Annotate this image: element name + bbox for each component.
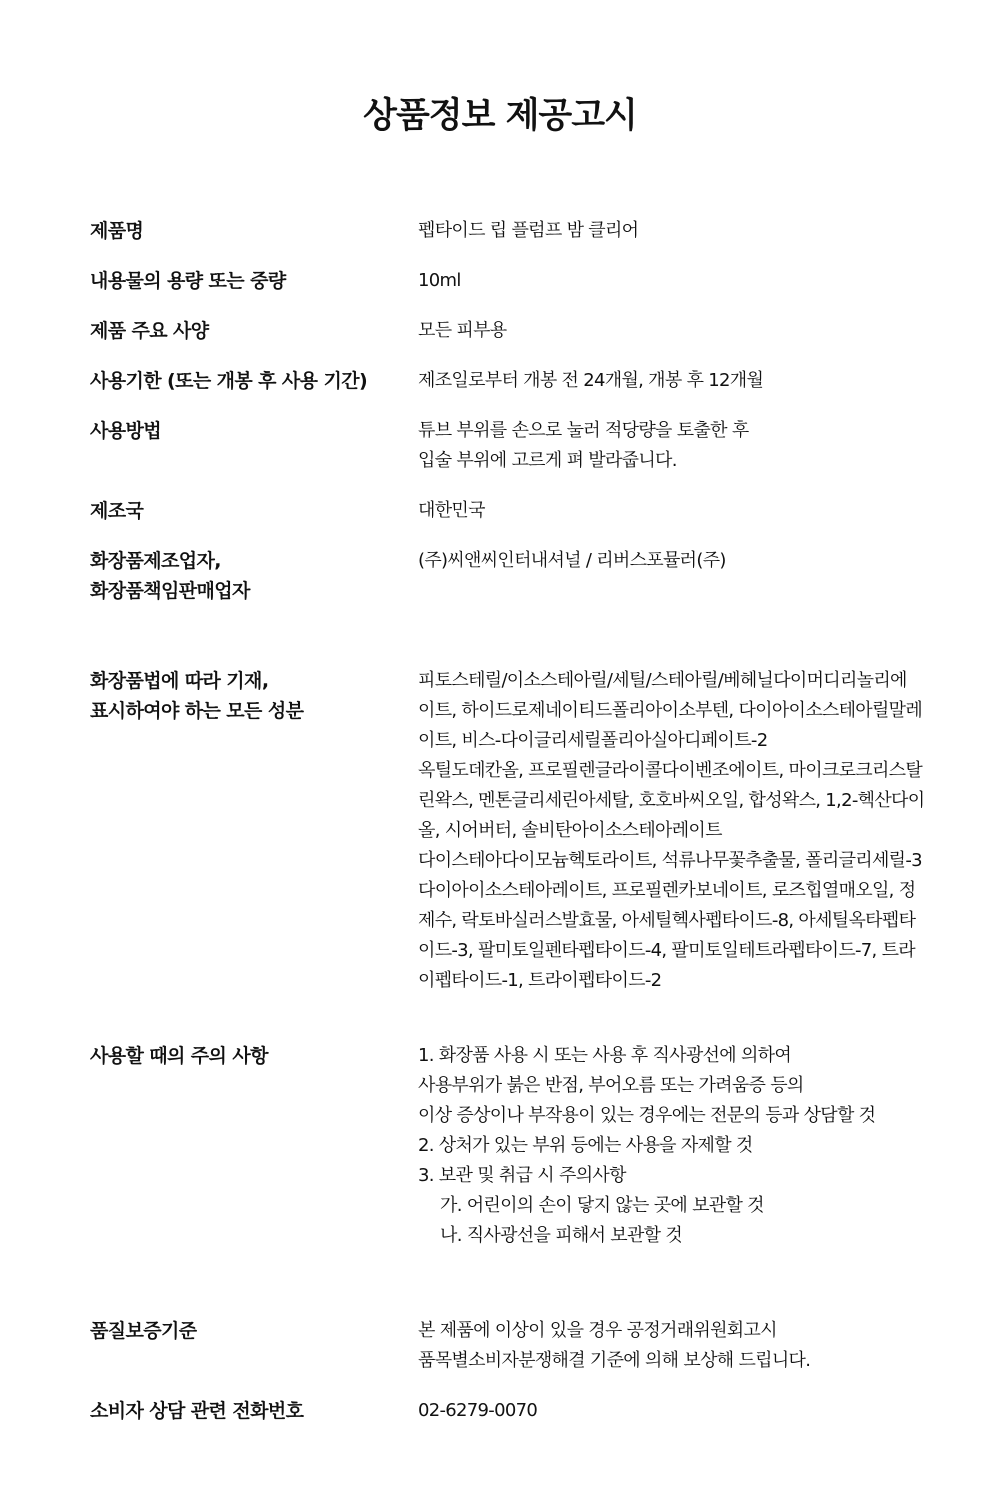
page-title: 상품정보 제공고시 [363,96,637,136]
value-line: 린왁스, 멘톤글리세린아세탈, 호호바씨오일, 합성왁스, 1,2-헥산다이 [418,790,925,811]
usage-method-value [418,416,938,476]
value-line: 이펩타이드-1, 트라이펩타이드-2 [418,970,662,991]
value-line: 가. 어린이의 손이 닿지 않는 곳에 보관할 것 [440,1195,764,1216]
value-line: 다이스테아다이모늄헥토라이트, 석류나무꽃추출물, 폴리글리세릴-3 [418,850,922,871]
value-line: 옥틸도데칸올, 프로필렌글라이콜다이벤조에이트, 마이크로크리스탈 [418,760,923,781]
value-line: 본 제품에 이상이 있을 경우 공정거래위원회고시 [418,1320,777,1341]
country-of-origin-value [418,496,938,526]
value-line: 튜브 부위를 손으로 눌러 적당량을 토출한 후 [418,420,749,441]
value-line: 모든 피부용 [418,320,507,341]
consumer-phone-label: 소비자 상담 관련 전화번호 [90,1400,304,1422]
value-line: 올, 시어버터, 솔비탄아이소스테아레이트 [418,820,722,841]
value-line: 10ml [418,270,461,291]
ingredients-value [418,666,938,996]
value-line: 이드-3, 팔미토일펜타펩타이드-4, 팔미토일테트라펩타이드-7, 트라 [418,940,915,961]
value-line: 피토스테릴/이소스테아릴/세틸/스테아릴/베헤닐다이머디리놀리에 [418,670,907,691]
ingredients-label: 화장품법에 따라 기재, 표시하여야 하는 모든 성분 [90,670,304,722]
main-spec-value [418,316,938,346]
precautions-label: 사용할 때의 주의 사항 [90,1045,268,1067]
value-line: (주)씨앤씨인터내셔널 / 리버스포뮬러(주) [418,550,726,571]
expiry-value [418,366,938,396]
value-line: 펩타이드 립 플럼프 밤 클리어 [418,220,639,241]
manufacturer-value [418,546,938,576]
value-line: 입술 부위에 고르게 펴 발라줍니다. [418,450,677,471]
value-line: 이트, 하이드로제네이티드폴리아이소부텐, 다이아이소스테아릴말레 [418,700,923,721]
manufacturer-label: 화장품제조업자, 화장품책임판매업자 [90,550,250,602]
value-line: 사용부위가 붉은 반점, 부어오름 또는 가려움증 등의 [418,1075,804,1096]
value-line: 다이아이소스테아레이트, 프로필렌카보네이트, 로즈힙열매오일, 정 [418,880,916,901]
quality-standard-label: 품질보증기준 [90,1320,197,1342]
volume-weight-label: 내용물의 용량 또는 중량 [90,270,286,292]
value-line: 이상 증상이나 부작용이 있는 경우에는 전문의 등과 상담할 것 [418,1105,876,1126]
volume-weight-value [418,266,938,296]
consumer-phone-value [418,1396,938,1426]
value-line: 제조일로부터 개봉 전 24개월, 개봉 후 12개월 [418,370,764,391]
value-line: 품목별소비자분쟁해결 기준에 의해 보상해 드립니다. [418,1350,811,1371]
quality-standard-value [418,1316,938,1376]
value-line: 2. 상처가 있는 부위 등에는 사용을 자제할 것 [418,1135,753,1156]
product-name-value [418,216,938,246]
country-of-origin-label: 제조국 [90,500,144,522]
value-line: 제수, 락토바실러스발효물, 아세틸헥사펩타이드-8, 아세틸옥타펩타 [418,910,916,931]
usage-method-label: 사용방법 [90,420,162,442]
value-line: 1. 화장품 사용 시 또는 사용 후 직사광선에 의하여 [418,1045,792,1066]
value-line: 3. 보관 및 취급 시 주의사항 [418,1165,626,1186]
value-line: 이트, 비스-다이글리세릴폴리아실아디페이트-2 [418,730,768,751]
expiry-label: 사용기한 (또는 개봉 후 사용 기간) [90,370,368,392]
value-line: 대한민국 [418,500,485,521]
value-line: 나. 직사광선을 피해서 보관할 것 [440,1225,683,1246]
precautions-value [418,1041,938,1251]
product-name-label: 제품명 [90,220,144,242]
value-line: 02-6279-0070 [418,1400,538,1421]
main-spec-label: 제품 주요 사양 [90,320,209,342]
